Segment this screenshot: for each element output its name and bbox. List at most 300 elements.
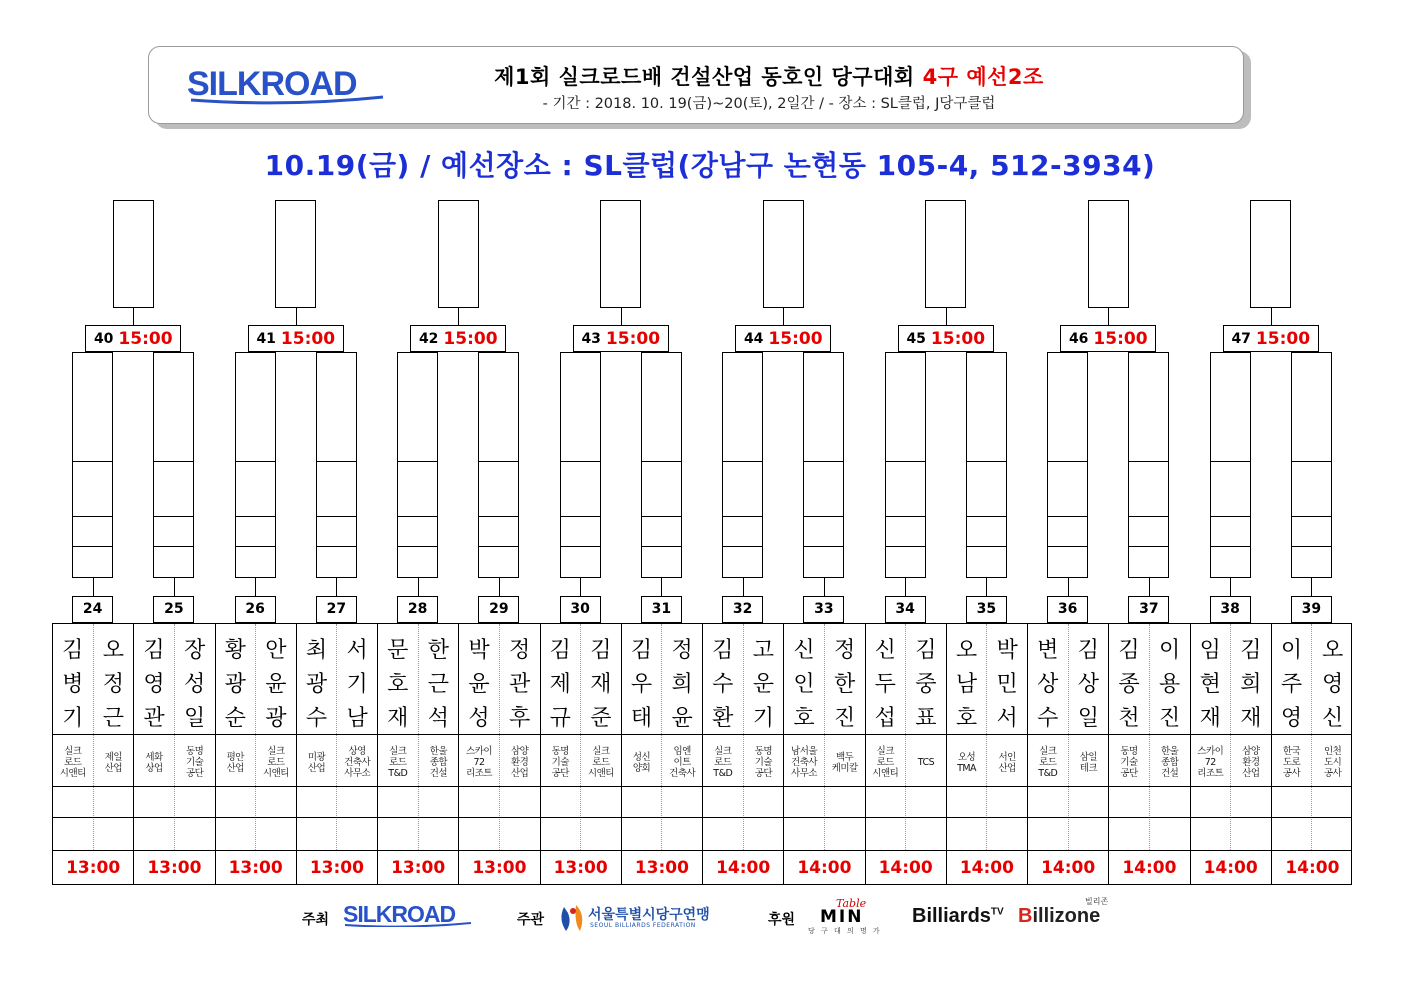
player-name	[378, 634, 418, 736]
sponsor-label: 후원	[768, 912, 796, 928]
score-box-divider	[561, 461, 600, 462]
score-box-divider	[479, 516, 518, 517]
player-name-char: 서	[346, 638, 368, 663]
score-box-divider	[479, 461, 518, 462]
player-name-char: 수	[305, 706, 328, 731]
tablemin-logo-script: Table	[836, 897, 867, 910]
player-name	[581, 634, 621, 736]
player-name-char: 호	[387, 672, 409, 697]
slot-time: 14:00	[1285, 857, 1340, 878]
player-name-char: 수	[712, 672, 734, 697]
affiliation-line: 산업	[104, 762, 123, 774]
player-name	[744, 634, 784, 736]
player-affiliation	[784, 740, 824, 785]
player-affiliation	[378, 740, 418, 785]
affiliation-line: 세화	[145, 751, 163, 763]
player-affiliation	[500, 740, 540, 785]
slot-time: 13:00	[541, 850, 622, 885]
connector-line	[296, 308, 297, 325]
score-box-divider	[1292, 546, 1331, 547]
slot-time: 14:00	[947, 850, 1028, 885]
player-name-char: 병	[62, 672, 84, 697]
match-label	[735, 325, 831, 352]
score-box-divider	[73, 546, 112, 547]
tablemin-tagline: 당 구 대 의 명 가	[808, 927, 882, 935]
score-box-divider	[723, 461, 762, 462]
affiliation-line: 시앤티	[872, 768, 899, 779]
player-name-char: 장	[184, 638, 206, 663]
score-box	[397, 352, 438, 578]
score-box-divider	[886, 461, 925, 462]
player-name-char: 종	[1118, 672, 1140, 697]
player-name-char: 우	[630, 672, 653, 697]
player-name-char: 한	[427, 638, 450, 663]
match-winner-box	[275, 200, 316, 308]
connector-line	[255, 578, 256, 596]
affiliation-line: 리조트	[1197, 768, 1224, 779]
player-name-char: 오	[102, 638, 125, 663]
connector-line	[661, 578, 662, 596]
slot-time: 13:00	[378, 850, 459, 885]
player-affiliation	[581, 740, 621, 785]
connector-line	[93, 578, 94, 596]
player-name-char: 인	[793, 672, 815, 697]
player-affiliation	[744, 740, 784, 785]
score-box-divider	[1211, 516, 1250, 517]
title-main: 제1회 실크로드배 건설산업 동호인 당구대회	[494, 65, 915, 89]
affiliation-line: 로드	[592, 757, 610, 768]
affiliation-line: 임엔	[673, 746, 691, 757]
match-number: 40	[93, 330, 114, 347]
player-name	[134, 634, 174, 736]
affiliation-line: 실크	[876, 746, 894, 757]
player-name-char: 민	[996, 672, 1018, 697]
affiliation-line: 테크	[1079, 762, 1098, 774]
slot-number: 27	[316, 596, 357, 623]
score-box-divider	[73, 461, 112, 462]
match-time: 15:00	[930, 328, 986, 349]
billizone-logo: Billizone	[1018, 905, 1101, 927]
player-affiliation	[419, 740, 459, 785]
player-table	[52, 623, 1352, 885]
svg-text:SILKROAD: SILKROAD	[343, 901, 456, 927]
affiliation-line: 실크	[389, 746, 407, 757]
match-time: 15:00	[443, 328, 498, 349]
score-box	[153, 352, 194, 578]
score-box-divider	[1211, 461, 1250, 462]
player-name	[419, 634, 459, 736]
slot-number: 26	[235, 596, 276, 623]
connector-line	[824, 578, 825, 596]
tournament-period: - 기간 : 2018. 10. 19(금)~20(토), 2일간 / - 장소 : SL클럽, J당구클럽	[542, 96, 996, 112]
affiliation-line: 양회	[632, 762, 651, 774]
player-affiliation	[337, 740, 377, 785]
player-name-char: 김	[549, 638, 571, 663]
slot-time: 14:00	[1109, 850, 1190, 885]
connector-line	[905, 578, 906, 596]
affiliation-line: 동명	[754, 746, 773, 757]
player-name	[1231, 634, 1271, 736]
match-label	[248, 325, 344, 352]
slot-time: 14:00	[866, 850, 947, 885]
connector-line	[1149, 578, 1150, 596]
player-name-char: 신	[793, 638, 815, 663]
affiliation-line: 실크	[267, 746, 285, 757]
player-name-char: 기	[62, 706, 84, 731]
affiliation-line: T&D	[713, 768, 733, 779]
score-box	[641, 352, 682, 578]
slot-number: 30	[560, 596, 601, 623]
affiliation-line: 동명	[186, 746, 204, 757]
affiliation-line: 건축사	[344, 757, 371, 768]
score-box	[803, 352, 844, 578]
player-name-char: 태	[630, 706, 653, 731]
match-winner-box	[113, 200, 154, 308]
player-name-char: 호	[793, 706, 815, 731]
affiliation-line: 로드	[714, 757, 732, 768]
connector-line	[133, 308, 134, 325]
table-row-line	[53, 850, 1351, 851]
slot-number: 34	[885, 596, 926, 623]
player-affiliation	[1028, 740, 1068, 785]
match-label	[410, 325, 506, 352]
player-name	[175, 634, 215, 736]
player-name-char: 석	[427, 706, 450, 731]
match-label	[1223, 325, 1319, 352]
player-name-char: 서	[996, 706, 1018, 731]
affiliation-line: 실크	[714, 746, 732, 757]
score-box	[1047, 352, 1088, 578]
player-name	[1312, 634, 1353, 736]
affiliation-line: 건설	[1161, 768, 1179, 779]
affiliation-line: 한울	[1161, 746, 1179, 757]
affiliation-line: T&D	[1038, 768, 1058, 779]
score-box-divider	[1129, 516, 1168, 517]
affiliation-line: 공단	[551, 768, 569, 779]
score-box-divider	[804, 516, 843, 517]
player-name-char: 재	[590, 672, 612, 697]
player-affiliation	[987, 740, 1027, 785]
score-box-divider	[1048, 516, 1087, 517]
player-name-char: 용	[1159, 672, 1181, 697]
match-time: 15:00	[118, 328, 173, 349]
affiliation-line: 사무소	[791, 768, 818, 779]
player-name-char: 광	[224, 672, 246, 697]
player-name-char: 수	[1037, 706, 1059, 731]
affiliation-line: 환경	[511, 757, 529, 768]
player-affiliation	[622, 740, 662, 785]
player-name-char: 윤	[265, 672, 287, 697]
organizer-name-eng: SEOUL BILLIARDS FEDERATION	[590, 922, 696, 929]
affiliation-line: 실크	[592, 746, 610, 757]
connector-line	[1311, 578, 1312, 596]
player-name-char: 주	[1280, 672, 1303, 697]
player-name-char: 김	[630, 638, 653, 663]
player-name-char: 박	[996, 638, 1018, 663]
match-label	[85, 325, 181, 352]
slot-time: 13:00	[216, 850, 297, 885]
player-name-char: 영	[143, 672, 165, 697]
score-box-divider	[967, 546, 1006, 547]
player-name-char: 섭	[874, 706, 896, 731]
score-box-divider	[398, 516, 437, 517]
player-name-char: 신	[874, 638, 896, 663]
player-affiliation	[1109, 740, 1149, 785]
player-name	[216, 634, 256, 736]
score-box-divider	[886, 546, 925, 547]
player-name-char: 김	[62, 638, 84, 663]
affiliation-line: 도시	[1324, 757, 1342, 768]
match-time: 15:00	[605, 328, 661, 349]
player-name-char: 재	[387, 706, 409, 731]
affiliation-line: TMA	[957, 762, 977, 774]
score-box-divider	[236, 461, 275, 462]
match-winner-box	[763, 200, 804, 308]
player-name-char: 김	[1118, 638, 1140, 663]
player-name	[500, 634, 540, 736]
player-affiliation	[703, 740, 743, 785]
score-box	[1210, 352, 1251, 578]
score-box-divider	[317, 461, 356, 462]
svg-text:SILKROAD: SILKROAD	[187, 65, 357, 103]
score-box-divider	[1129, 546, 1168, 547]
slot-number: 28	[397, 596, 438, 623]
player-name	[1069, 634, 1109, 736]
player-name	[662, 634, 702, 736]
affiliation-line: 로드	[1039, 757, 1057, 768]
affiliation-line: 건설	[429, 768, 448, 779]
connector-line	[1068, 578, 1069, 596]
match-winner-box	[1088, 200, 1129, 308]
affiliation-line: 삼양	[511, 746, 529, 757]
player-name-char: 순	[224, 706, 246, 731]
affiliation-line: 삼양	[1242, 746, 1260, 757]
affiliation-line: 성신	[632, 751, 651, 763]
player-name-char: 성	[184, 672, 206, 697]
player-affiliation	[1231, 740, 1271, 785]
score-box-divider	[723, 516, 762, 517]
host-label: 주최	[302, 912, 330, 928]
affiliation-line: 삼일	[1079, 751, 1098, 763]
player-affiliation	[94, 740, 134, 785]
slot-number: 29	[478, 596, 519, 623]
player-name-char: 후	[509, 706, 531, 731]
affiliation-line: 시앤티	[59, 768, 86, 779]
affiliation-line: 인천	[1324, 746, 1342, 757]
match-number: 43	[581, 330, 601, 347]
score-box	[1128, 352, 1169, 578]
match-label	[898, 325, 994, 352]
slot-number: 32	[722, 596, 763, 623]
connector-line	[621, 308, 622, 325]
score-box	[235, 352, 276, 578]
affiliation-line: 제일	[104, 751, 123, 763]
affiliation-line: TCS	[917, 757, 935, 768]
affiliation-line: 산업	[1242, 768, 1260, 779]
player-affiliation	[134, 740, 174, 785]
score-box	[722, 352, 763, 578]
slot-time: 14:00	[703, 850, 784, 885]
match-winner-box	[1250, 200, 1291, 308]
player-name	[866, 634, 906, 736]
score-box	[885, 352, 926, 578]
match-number: 46	[1068, 330, 1089, 347]
player-name-char: 광	[265, 706, 287, 731]
player-name-char: 재	[1240, 706, 1262, 731]
affiliation-line: 기술	[551, 757, 569, 768]
player-name-char: 고	[752, 638, 775, 663]
score-box-divider	[804, 461, 843, 462]
player-name-char: 현	[1199, 672, 1221, 697]
score-box-divider	[886, 516, 925, 517]
player-affiliation	[1191, 740, 1231, 785]
player-name-char: 김	[915, 638, 937, 663]
score-box-divider	[154, 546, 193, 547]
player-name	[622, 634, 662, 736]
player-name-char: 김	[1077, 638, 1100, 663]
player-affiliation	[662, 740, 702, 785]
score-box-divider	[723, 546, 762, 547]
player-name-char: 중	[915, 672, 937, 697]
score-box-divider	[561, 546, 600, 547]
slot-time: 13:00	[297, 850, 378, 885]
player-name	[459, 634, 499, 736]
score-box-divider	[1048, 461, 1087, 462]
affiliation-line: 산업	[998, 762, 1016, 774]
player-name-char: 오	[1322, 638, 1344, 663]
score-box	[560, 352, 601, 578]
connector-line	[499, 578, 500, 596]
player-name-char: 김	[1240, 638, 1262, 663]
affiliation-line: 공단	[1120, 768, 1138, 779]
affiliation-line: 동명	[1120, 746, 1138, 757]
affiliation-line: 로드	[876, 757, 894, 768]
player-name-char: 안	[265, 638, 287, 663]
affiliation-line: 백두	[836, 751, 854, 763]
player-name-char: 박	[468, 638, 490, 663]
score-box-divider	[317, 516, 356, 517]
match-winner-box	[925, 200, 966, 308]
organizer-name: 서울특별시당구연맹	[588, 907, 710, 923]
slot-time: 13:00	[53, 850, 134, 885]
player-name-char: 상	[1037, 672, 1059, 697]
player-name-char: 이	[1280, 638, 1303, 663]
slot-number: 31	[641, 596, 682, 623]
affiliation-line: 기술	[1120, 757, 1138, 768]
slot-number: 36	[1047, 596, 1088, 623]
affiliation-line: 평안	[226, 751, 244, 763]
title-group: 4구 예선2조	[922, 65, 1044, 89]
billiards-tv-logo: Billiards$^{TV}$	[912, 905, 1004, 927]
player-name-char: 윤	[671, 706, 693, 731]
player-name-char: 희	[1240, 672, 1262, 697]
affiliation-line: 동명	[551, 746, 569, 757]
organizer-label: 주관	[517, 912, 545, 928]
match-number: 44	[743, 330, 764, 347]
connector-line	[1108, 308, 1109, 325]
affiliation-line: 사무소	[344, 768, 371, 779]
player-name-char: 윤	[468, 672, 490, 697]
score-box-divider	[1048, 546, 1087, 547]
match-winner-box	[438, 200, 479, 308]
sponsor-footer	[0, 895, 1403, 945]
player-name	[297, 634, 337, 736]
score-box-divider	[317, 546, 356, 547]
affiliation-line: 건축사	[791, 757, 818, 768]
player-name-char: 규	[549, 706, 571, 731]
score-box-divider	[1292, 461, 1331, 462]
affiliation-line: 상업	[145, 762, 163, 774]
player-name-char: 기	[346, 672, 368, 697]
player-name-char: 두	[874, 672, 896, 697]
score-box-divider	[73, 516, 112, 517]
slot-number: 39	[1291, 596, 1332, 623]
slot-number: 25	[153, 596, 194, 623]
player-affiliation	[175, 740, 215, 785]
player-name-char: 진	[834, 706, 856, 731]
connector-line	[458, 308, 459, 325]
score-box-divider	[642, 461, 681, 462]
player-name-char: 근	[102, 706, 125, 731]
match-number: 41	[256, 330, 276, 347]
table-row-line	[53, 786, 1351, 787]
affiliation-line: 로드	[267, 757, 285, 768]
affiliation-line: 한국	[1282, 746, 1301, 757]
affiliation-line: 리조트	[466, 768, 493, 779]
score-box-divider	[967, 516, 1006, 517]
player-name-char: 임	[1199, 638, 1221, 663]
player-name	[1191, 634, 1231, 736]
player-name-char: 김	[590, 638, 612, 663]
player-name-char: 기	[752, 706, 775, 731]
score-box	[966, 352, 1007, 578]
player-name-char: 광	[305, 672, 328, 697]
player-name	[703, 634, 743, 736]
player-name-char: 변	[1037, 638, 1059, 663]
player-affiliation	[906, 740, 946, 785]
player-name-char: 한	[834, 672, 856, 697]
affiliation-line: 이트	[673, 757, 691, 768]
match-label	[1060, 325, 1156, 352]
player-name	[53, 634, 93, 736]
table-row-line	[53, 817, 1351, 818]
player-name-char: 진	[1159, 706, 1181, 731]
affiliation-line: 건축사	[669, 768, 696, 779]
player-name-char: 정	[671, 638, 693, 663]
player-name-char: 최	[305, 638, 328, 663]
player-name-char: 영	[1280, 706, 1303, 731]
match-number: 42	[418, 330, 439, 347]
player-affiliation	[297, 740, 337, 785]
player-name-char: 영	[1322, 672, 1344, 697]
score-box	[1291, 352, 1332, 578]
player-affiliation	[825, 740, 865, 785]
slot-number: 35	[966, 596, 1007, 623]
score-box-divider	[236, 546, 275, 547]
slot-number: 33	[803, 596, 844, 623]
affiliation-line: 산업	[511, 768, 529, 779]
player-name-char: 남	[955, 672, 978, 697]
player-name-char: 성	[468, 706, 490, 731]
player-name-char: 황	[224, 638, 246, 663]
affiliation-line: 72	[473, 757, 485, 768]
player-name-char: 준	[590, 706, 612, 731]
player-name-char: 재	[1199, 706, 1221, 731]
connector-line	[174, 578, 175, 596]
player-name-char: 표	[915, 706, 937, 731]
player-name-char: 김	[712, 638, 734, 663]
player-name-char: 환	[712, 706, 734, 731]
